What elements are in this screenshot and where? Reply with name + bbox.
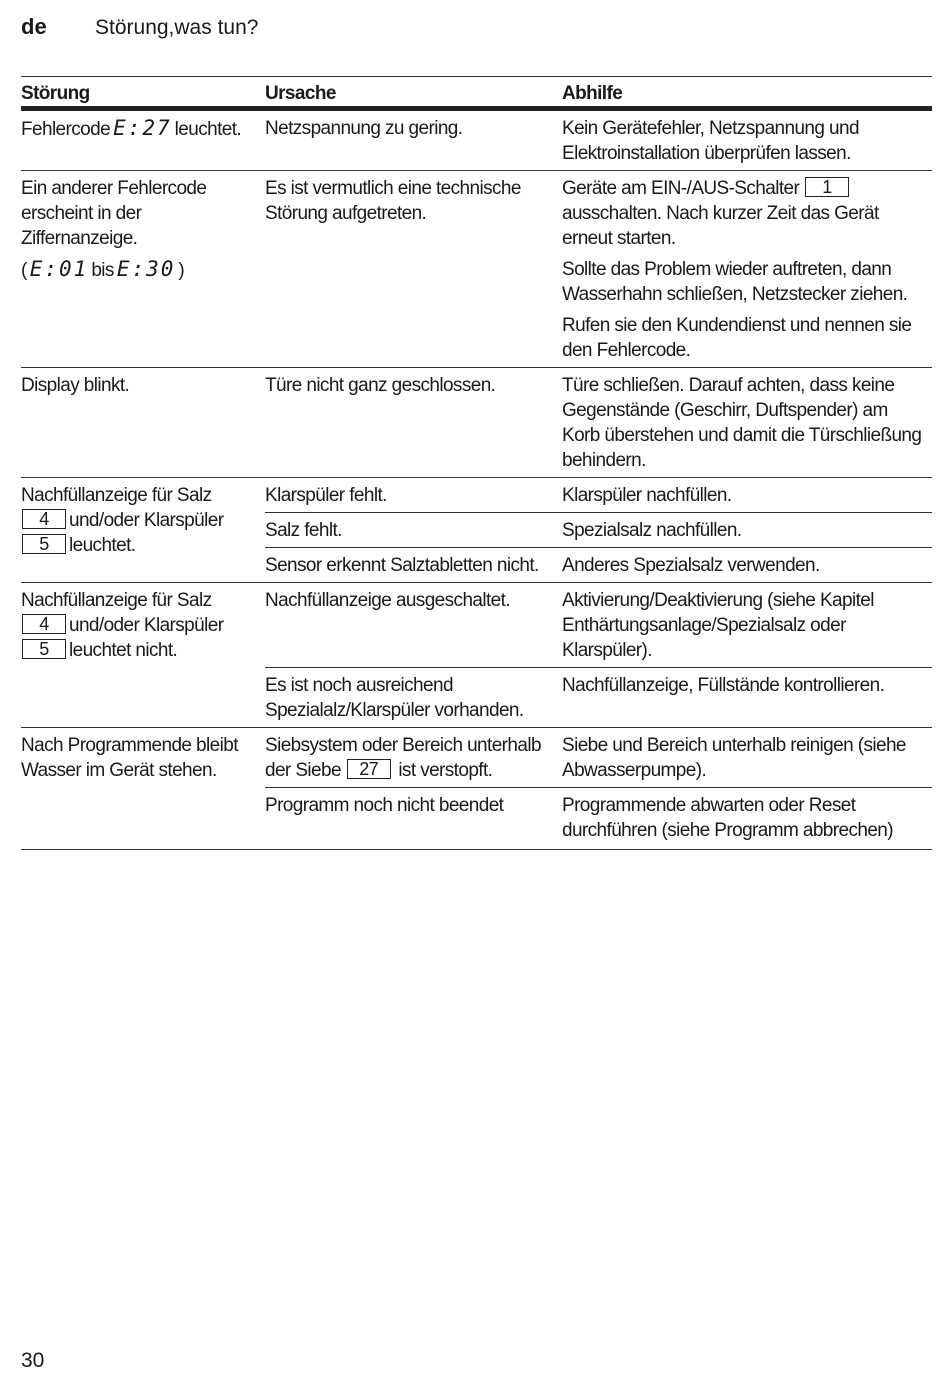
troubleshooting-table: [21, 79, 932, 847]
cell-abhilfe: Programmende abwarten oder Reset durchführen (siehe Programm abbrechen): [562, 788, 932, 848]
cell-ursache: Es ist noch ausreichend Spezialalz/Klarspüler vorhanden.: [265, 668, 562, 728]
bottom-rule: [21, 849, 932, 850]
column-header-stoerung: Störung: [21, 79, 265, 109]
cell-abhilfe: Anderes Spezialsalz verwenden.: [562, 548, 932, 583]
cell-ursache: Netzspannung zu gering.: [265, 118, 463, 139]
table-row: [21, 478, 932, 513]
cell-abhilfe: Türe schließen. Darauf achten, dass keine Gegenstände (Geschirr, Duftspender) am Korb überstehen und damit die Türschließung behindern.: [562, 368, 932, 478]
cell-abhilfe: Geräte am EIN-/AUS-Schalter 1 ausschalten. Nach kurzer Zeit das Gerät erneut starten. Sollte das Problem wieder auftreten, dann Wasserhahn schließen, Netzstecker ziehen. Rufen sie den Kundendienst und nennen sie den Fehlercode.: [562, 171, 932, 368]
cell-stoerung: Nachfüllanzeige für Salz 4 und/oder Klarspüler 5 leuchtet.: [21, 478, 265, 583]
cell-ursache: Programm noch nicht beendet: [265, 788, 562, 848]
cell-abhilfe: Siebe und Bereich unterhalb reinigen (siehe Abwasserpumpe).: [562, 728, 932, 788]
page-title: Störung,was tun?: [95, 16, 259, 39]
cell-stoerung: Fehlercode E:27 leuchtet.: [21, 116, 242, 140]
table-row: [21, 583, 932, 668]
column-header-ursache: Ursache: [265, 79, 562, 109]
table-row: [21, 728, 932, 788]
top-rule: [21, 76, 932, 77]
filter-number-box: 27: [347, 759, 391, 779]
table-header-row: [21, 79, 932, 109]
column-header-abhilfe: Abhilfe: [562, 79, 932, 109]
cell-abhilfe: Spezialsalz nachfüllen.: [562, 513, 932, 548]
cell-ursache: Es ist vermutlich eine technische Störung aufgetreten.: [265, 171, 562, 368]
rinse-aid-indicator-box: 5: [22, 534, 66, 554]
table-row: [21, 368, 932, 478]
cell-ursache: Klarspüler fehlt.: [265, 478, 562, 513]
salt-indicator-box: 4: [22, 509, 66, 529]
cell-abhilfe: Nachfüllanzeige, Füllstände kontrollieren.: [562, 668, 932, 728]
error-code-display: E:30: [116, 257, 176, 281]
rinse-aid-indicator-box: 5: [22, 639, 66, 659]
table-row: [21, 109, 932, 171]
cell-ursache: Sensor erkennt Salztabletten nicht.: [265, 548, 562, 583]
switch-number-box: 1: [805, 177, 849, 197]
error-code-display: E:01: [29, 257, 89, 281]
cell-stoerung: Nachfüllanzeige für Salz 4 und/oder Klarspüler 5 leuchtet nicht.: [21, 583, 265, 728]
cell-stoerung: Display blinkt.: [21, 368, 265, 478]
table-row: [21, 171, 932, 368]
error-code-display: E:27: [113, 116, 172, 140]
cell-abhilfe: Kein Gerätefehler, Netzspannung und Elektroinstallation überprüfen lassen.: [562, 118, 859, 164]
language-tag: de: [21, 14, 47, 39]
cell-ursache: Salz fehlt.: [265, 513, 562, 548]
cell-ursache: Nachfüllanzeige ausgeschaltet.: [265, 583, 562, 668]
salt-indicator-box: 4: [22, 614, 66, 634]
cell-stoerung: Ein anderer Fehlercode erscheint in der Ziffernanzeige. ( E:01 bis E:30 ): [21, 171, 265, 368]
cell-stoerung: Nach Programmende bleibt Wasser im Gerät stehen.: [21, 728, 265, 848]
cell-ursache: Türe nicht ganz geschlossen.: [265, 368, 562, 478]
page-header: [21, 14, 258, 40]
cell-ursache: Siebsystem oder Bereich unterhalb der Siebe 27 ist verstopft.: [265, 728, 562, 788]
page-number: 30: [21, 1349, 45, 1372]
cell-abhilfe: Klarspüler nachfüllen.: [562, 478, 932, 513]
cell-abhilfe: Aktivierung/Deaktivierung (siehe Kapitel Enthärtungsanlage/Spezialsalz oder Klarspüler).: [562, 583, 932, 668]
